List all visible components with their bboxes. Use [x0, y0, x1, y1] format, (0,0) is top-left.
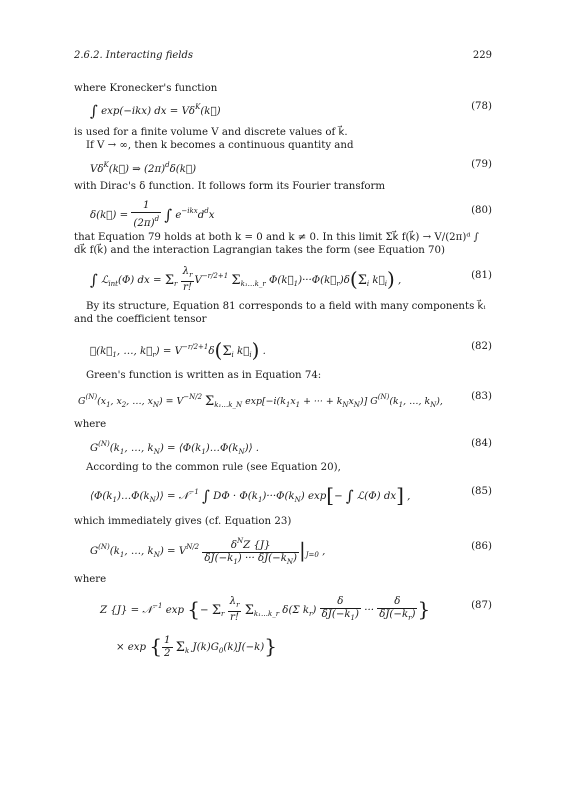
equation-82-tag: (82): [471, 341, 492, 352]
section-title: 2.6.2. Interacting fields: [74, 50, 194, 61]
paragraph-9: According to the common rule (see Equation 20),: [86, 462, 341, 473]
equation-78-body: ∫ exp(−ikx) dx = $V\delta^K(k⃗)$: [90, 102, 221, 120]
equation-85-body: $⟨\Phi(k_1)\dots\Phi(k_N)⟩$ = 𝒩$^{-1}$ ∫ $D\Phi \cdot \Phi(k_1)\cdot\cdot\cdot\Phi(k_N)$ exp[− ∫ ℒ(Φ) dx] ,: [90, 483, 411, 507]
equation-80-tag: (80): [471, 205, 492, 216]
equation-87-continued-body: × exp { $\frac{1}{2}$ $\Sigma_k$ $J(k)G_0(k)J(-k)$}: [116, 634, 278, 659]
paragraph-10: which immediately gives (cf. Equation 23): [74, 516, 292, 527]
equation-80-body: δ(k⃗) = $\frac{1}{(2\pi)^d}$ ∫ $e^{-ikx}d^dx$: [90, 200, 215, 229]
equation-79-tag: (79): [471, 159, 492, 170]
equation-82-body: $ℱ(k⃗_1$, …, $k⃗_r) = V^{-r/2+1}\delta(\Sigma_i$ $k⃗_i$) .: [90, 338, 266, 362]
paragraph-6: By its structure, Equation 81 corresponds to a field with many components k⃗ᵢ and the coefficient tensor: [74, 301, 486, 326]
equation-86-body: $G^{(N)}(k_1$, …, $k_N) = V^{N/2}$ $\frac{\delta^NZ \{J\}}{\delta J(-k_1) \cdot\cdot\cdot \delta J(-k_N)}$ $|_{J=0}$ ,: [90, 536, 326, 566]
equation-87-continued: [116, 627, 492, 665]
equation-79-body: $V\delta^K(k⃗)$ ⇒ $(2\pi)^d\delta(k⃗)$: [90, 161, 197, 175]
equation-83-tag: (83): [471, 391, 492, 402]
equation-85-tag: (85): [471, 486, 492, 497]
equation-85: [90, 477, 492, 507]
paragraph-11: where: [74, 574, 107, 585]
equation-78-tag: (78): [471, 101, 492, 112]
paragraph-2: is used for a finite volume V and discrete values of k⃗.: [74, 127, 348, 138]
equation-81-body: ∫ ℒ$_{int}$(Φ) dx = $\Sigma_r$ $\frac{\lambda_r}{r!}$ $V^{-r/2+1}$ $\Sigma_{k_1\dots k\_r}$ $\Phi(k⃗_1)\cdot\cdot\cdot\Phi(k⃗_r)\delta(\Sigma_i$ $k⃗_i$) ,: [90, 266, 402, 293]
paragraph-4: with Dirac's δ function. It follows form its Fourier transform: [74, 181, 386, 192]
page-number: 229: [472, 50, 492, 61]
equation-84-tag: (84): [471, 438, 492, 449]
equation-82: [90, 332, 492, 362]
equation-83: [78, 387, 492, 407]
equation-86-tag: (86): [471, 541, 492, 552]
equation-87: [100, 587, 492, 625]
equation-83-body: $G^{(N)}(x_1$, $x_2$, …, $x_N) = V^{-N/2}$ $\Sigma_{k_1\dots k\_N}$ $\exp[-i(k_1x_1$ + ··· + $k_Nx_N$)] $G^{(N)}(k_1$, …, $k_N$),: [78, 393, 443, 409]
equation-81: [90, 261, 492, 291]
paragraph-5: that Equation 79 holds at both k = 0 and k ≠ 0. In this limit Σk⃗ f(k⃗) → V/(2π)ᵈ ∫ dk⃗ f(k⃗) and the interaction Lagrangian takes the form (see Equation 70): [74, 232, 479, 257]
running-head: [74, 50, 492, 61]
equation-87-tag: (87): [471, 600, 492, 611]
equation-78: [90, 97, 492, 120]
paragraph-8: where: [74, 419, 107, 430]
paragraph-7: Green's function is written as in Equation 74:: [86, 370, 322, 381]
paragraph-1: where Kronecker's function: [74, 83, 218, 94]
equation-84-body: $G^{(N)}(k_1$, …, $k_N$) = $⟨\Phi(k_1)\dots\Phi(k_N)⟩$ .: [90, 440, 260, 456]
equation-80: [90, 196, 492, 229]
equation-79: [90, 155, 492, 175]
equation-87-body: Z {J} = 𝒩$^{-1}$ exp {− $\Sigma_r$ $\frac{\lambda_r}{r!}$ $\Sigma_{k_1\dots k\_r}$ δ(Σ $k_r$) $\frac{\delta}{\delta J(-k_1)}$ ··· $\frac{\delta}{\delta J(-k_r)}$ }: [100, 596, 431, 623]
equation-86: [90, 528, 492, 566]
equation-84: [90, 434, 492, 454]
equation-81-tag: (81): [471, 270, 492, 281]
paragraph-3: If V → ∞, then k becomes a continuous quantity and: [86, 140, 354, 151]
